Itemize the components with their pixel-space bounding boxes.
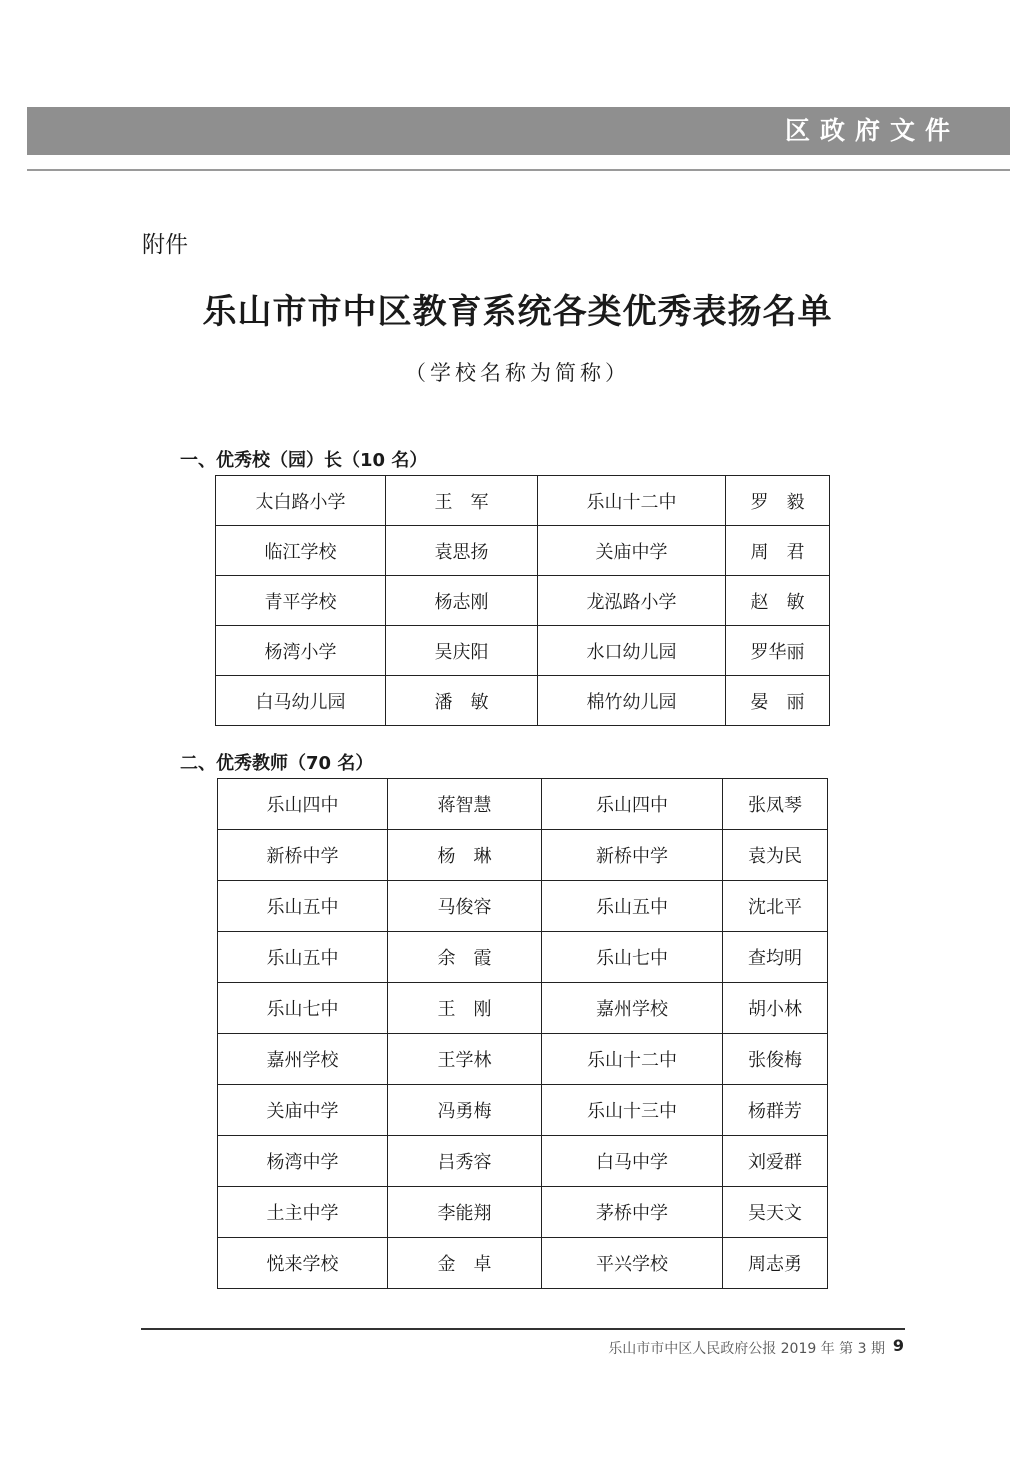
- person-name-cell: 杨志刚: [386, 576, 538, 626]
- school-name-cell: 新桥中学: [542, 830, 723, 881]
- table-row: [218, 1238, 828, 1289]
- table-row: [218, 1085, 828, 1136]
- school-name-cell: 乐山四中: [218, 779, 388, 830]
- person-name-cell: 潘 敏: [386, 676, 538, 726]
- school-name-cell: 杨湾中学: [218, 1136, 388, 1187]
- table-row: [218, 830, 828, 881]
- person-name-cell: 马俊容: [388, 881, 542, 932]
- teachers-table-body: [218, 779, 828, 1289]
- header-title: 区政府文件: [784, 116, 960, 145]
- section-heading-principals: 一、优秀校（园）长（10 名）: [180, 450, 428, 471]
- table-row: [218, 881, 828, 932]
- school-name-cell: 乐山五中: [218, 932, 388, 983]
- person-name-cell: 吴庆阳: [386, 626, 538, 676]
- school-name-cell: 太白路小学: [216, 476, 386, 526]
- school-name-cell: 乐山十二中: [538, 476, 726, 526]
- person-name-cell: 金 卓: [388, 1238, 542, 1289]
- person-name-cell: 吴天文: [723, 1187, 828, 1238]
- footer-divider: [141, 1328, 905, 1330]
- table-row: [218, 1187, 828, 1238]
- person-name-cell: 袁为民: [723, 830, 828, 881]
- school-name-cell: 杨湾小学: [216, 626, 386, 676]
- school-name-cell: 乐山七中: [542, 932, 723, 983]
- school-name-cell: 乐山五中: [542, 881, 723, 932]
- person-name-cell: 蒋智慧: [388, 779, 542, 830]
- table-row: [216, 626, 830, 676]
- school-name-cell: 茅桥中学: [542, 1187, 723, 1238]
- person-name-cell: 余 霞: [388, 932, 542, 983]
- school-name-cell: 乐山四中: [542, 779, 723, 830]
- school-name-cell: 嘉州学校: [218, 1034, 388, 1085]
- school-name-cell: 乐山五中: [218, 881, 388, 932]
- school-name-cell: 水口幼儿园: [538, 626, 726, 676]
- school-name-cell: 关庙中学: [538, 526, 726, 576]
- person-name-cell: 袁思扬: [386, 526, 538, 576]
- table-row: [218, 779, 828, 830]
- school-name-cell: 悦来学校: [218, 1238, 388, 1289]
- school-name-cell: 龙泓路小学: [538, 576, 726, 626]
- person-name-cell: 周志勇: [723, 1238, 828, 1289]
- person-name-cell: 杨 琳: [388, 830, 542, 881]
- table-row: [216, 526, 830, 576]
- school-name-cell: 平兴学校: [542, 1238, 723, 1289]
- table-row: [216, 476, 830, 526]
- school-name-cell: 嘉州学校: [542, 983, 723, 1034]
- table-row: [218, 1034, 828, 1085]
- principals-table-body: [216, 476, 830, 726]
- school-name-cell: 白马中学: [542, 1136, 723, 1187]
- school-name-cell: 青平学校: [216, 576, 386, 626]
- school-name-cell: 乐山十二中: [542, 1034, 723, 1085]
- person-name-cell: 冯勇梅: [388, 1085, 542, 1136]
- school-name-cell: 乐山十三中: [542, 1085, 723, 1136]
- person-name-cell: 胡小林: [723, 983, 828, 1034]
- person-name-cell: 周 君: [726, 526, 830, 576]
- person-name-cell: 李能翔: [388, 1187, 542, 1238]
- person-name-cell: 张俊梅: [723, 1034, 828, 1085]
- person-name-cell: 杨群芳: [723, 1085, 828, 1136]
- footer-page-number: 9: [892, 1336, 904, 1355]
- teachers-table: [217, 778, 828, 1289]
- table-row: [216, 576, 830, 626]
- school-name-cell: 白马幼儿园: [216, 676, 386, 726]
- table-row: [218, 1136, 828, 1187]
- section-heading-teachers: 二、优秀教师（70 名）: [180, 753, 374, 774]
- person-name-cell: 查均明: [723, 932, 828, 983]
- header-band: [27, 107, 1010, 155]
- table-row: [216, 676, 830, 726]
- person-name-cell: 晏 丽: [726, 676, 830, 726]
- table-row: [218, 983, 828, 1034]
- school-name-cell: 新桥中学: [218, 830, 388, 881]
- school-name-cell: 土主中学: [218, 1187, 388, 1238]
- person-name-cell: 王 刚: [388, 983, 542, 1034]
- person-name-cell: 王学林: [388, 1034, 542, 1085]
- person-name-cell: 罗华丽: [726, 626, 830, 676]
- principals-table: [215, 475, 830, 726]
- school-name-cell: 乐山七中: [218, 983, 388, 1034]
- footer-publication: 乐山市市中区人民政府公报 2019 年 第 3 期: [608, 1341, 885, 1357]
- person-name-cell: 王 军: [386, 476, 538, 526]
- person-name-cell: 罗 毅: [726, 476, 830, 526]
- table-row: [218, 932, 828, 983]
- attachment-label: 附件: [142, 232, 188, 258]
- person-name-cell: 赵 敏: [726, 576, 830, 626]
- school-name-cell: 棉竹幼儿园: [538, 676, 726, 726]
- header-divider: [27, 169, 1010, 171]
- person-name-cell: 沈北平: [723, 881, 828, 932]
- document-title: 乐山市市中区教育系统各类优秀表扬名单: [202, 292, 833, 332]
- school-name-cell: 临江学校: [216, 526, 386, 576]
- person-name-cell: 刘爱群: [723, 1136, 828, 1187]
- person-name-cell: 张凤琴: [723, 779, 828, 830]
- person-name-cell: 吕秀容: [388, 1136, 542, 1187]
- school-name-cell: 关庙中学: [218, 1085, 388, 1136]
- document-subtitle: （学校名称为简称）: [405, 361, 630, 385]
